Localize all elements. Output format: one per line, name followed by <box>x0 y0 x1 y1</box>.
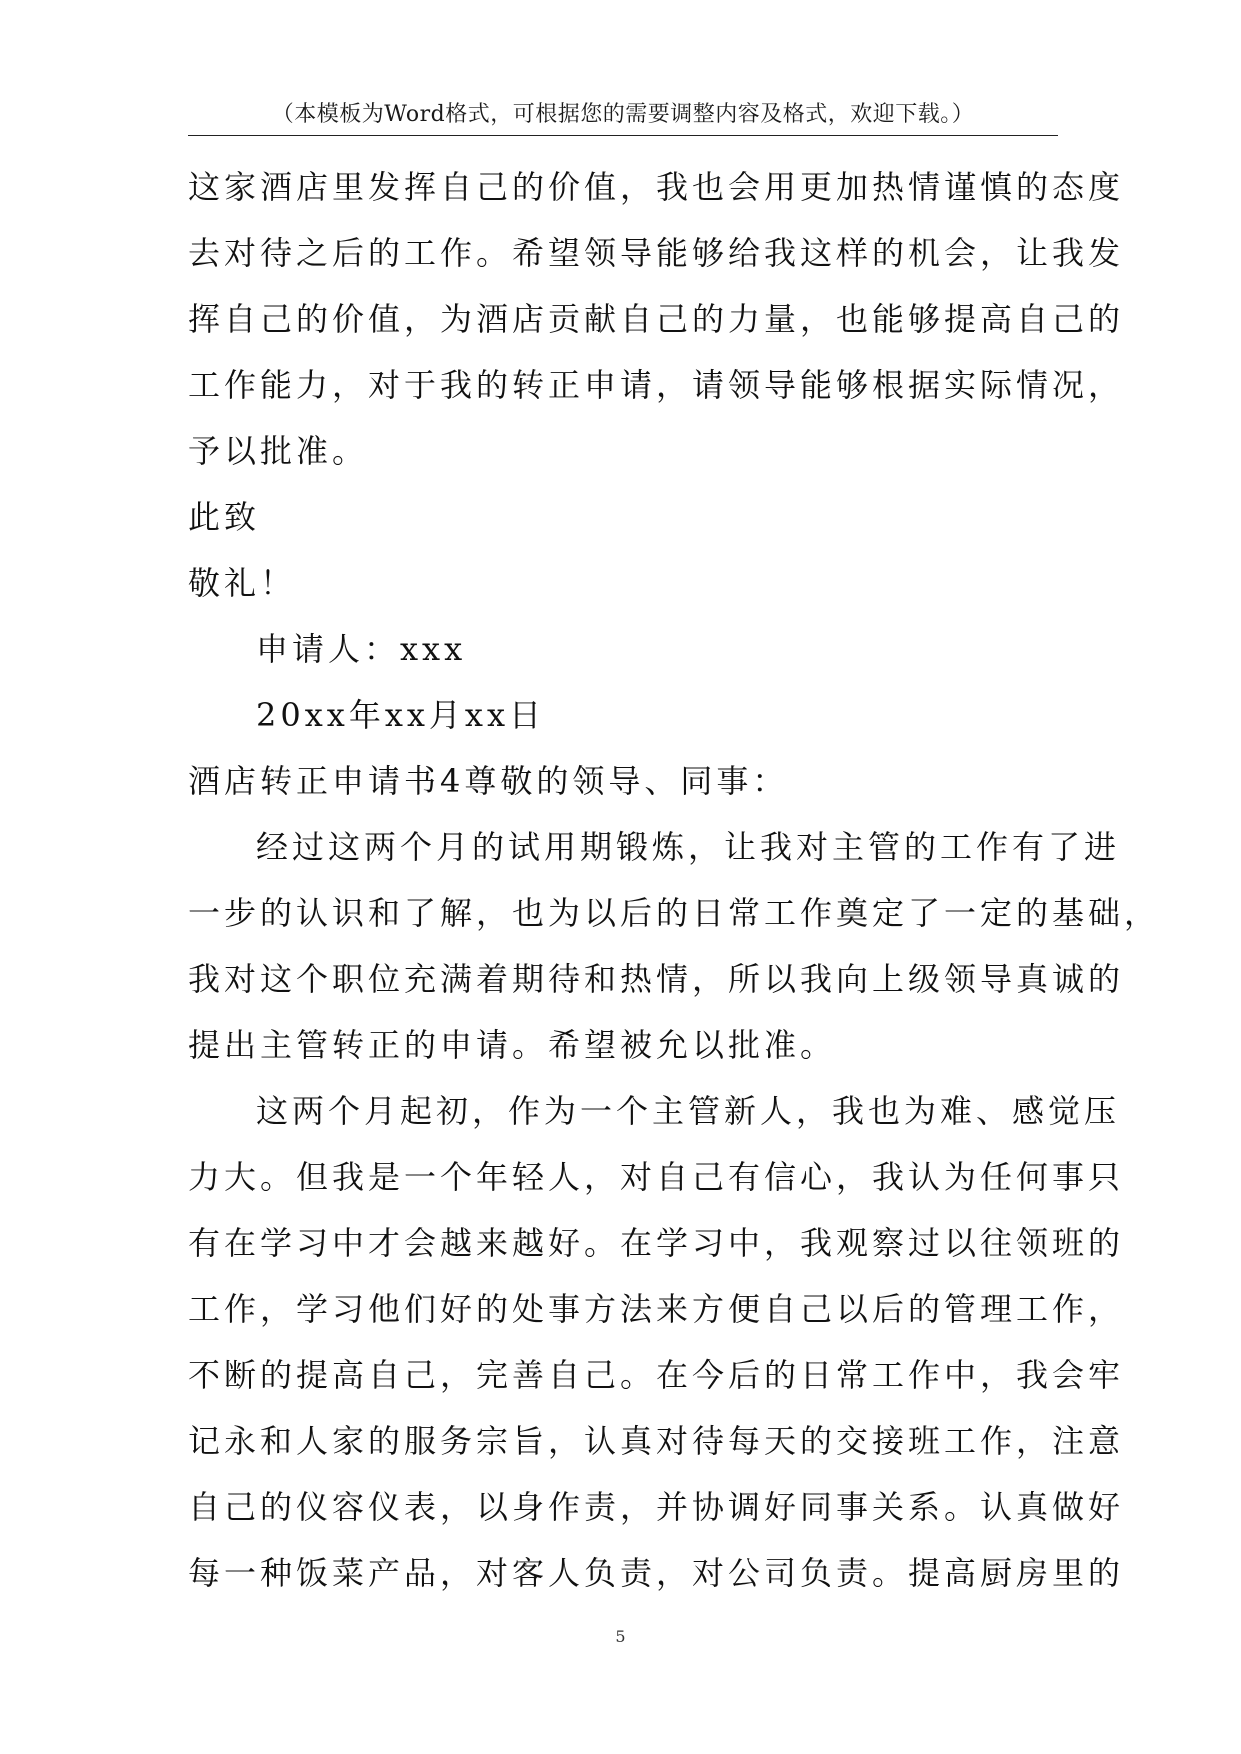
text-line: 工作，学习他们好的处事方法来方便自己以后的管理工作， <box>188 1290 1125 1328</box>
applicant-line: 申请人：xxx <box>256 630 467 668</box>
section-heading: 酒店转正申请书4尊敬的领导、同事： <box>188 762 789 800</box>
text-line: 力大。但我是一个年轻人，对自己有信心，我认为任何事只 <box>188 1158 1125 1196</box>
text-line: 工作能力，对于我的转正申请，请领导能够根据实际情况， <box>188 366 1125 404</box>
text-line: 这家酒店里发挥自己的价值，我也会用更加热情谨慎的态度 <box>188 168 1125 206</box>
text-line: 不断的提高自己，完善自己。在今后的日常工作中，我会牢 <box>188 1356 1125 1394</box>
text-line: 挥自己的价值，为酒店贡献自己的力量，也能够提高自己的 <box>188 300 1125 338</box>
text-line: 去对待之后的工作。希望领导能够给我这样的机会，让我发 <box>188 234 1125 272</box>
header-note: （本模板为Word格式，可根据您的需要调整内容及格式，欢迎下载。） <box>271 102 975 127</box>
text-line: 提出主管转正的申请。希望被允以批准。 <box>188 1026 837 1064</box>
text-line: 予以批准。 <box>188 432 369 470</box>
text-line: 每一种饭菜产品，对客人负责，对公司负责。提高厨房里的 <box>188 1554 1125 1592</box>
text-line: 记永和人家的服务宗旨，认真对待每天的交接班工作，注意 <box>188 1422 1125 1460</box>
text-line: 有在学习中才会越来越好。在学习中，我观察过以往领班的 <box>188 1224 1125 1262</box>
text-line: 我对这个职位充满着期待和热情，所以我向上级领导真诚的 <box>188 960 1125 998</box>
text-line: 一步的认识和了解，也为以后的日常工作奠定了一定的基础， <box>188 894 1161 932</box>
salutation-line: 敬礼！ <box>188 564 297 602</box>
header-divider <box>188 135 1058 136</box>
text-line: 经过这两个月的试用期锻炼，让我对主管的工作有了进 <box>256 828 1121 866</box>
page-number: 5 <box>615 1627 626 1646</box>
text-line: 这两个月起初，作为一个主管新人，我也为难、感觉压 <box>256 1092 1121 1130</box>
document-body <box>188 154 1161 1606</box>
date-line: 20xx年xx月xx日 <box>256 696 546 734</box>
text-line: 自己的仪容仪表，以身作责，并协调好同事关系。认真做好 <box>188 1488 1125 1526</box>
closing-line: 此致 <box>188 498 261 536</box>
